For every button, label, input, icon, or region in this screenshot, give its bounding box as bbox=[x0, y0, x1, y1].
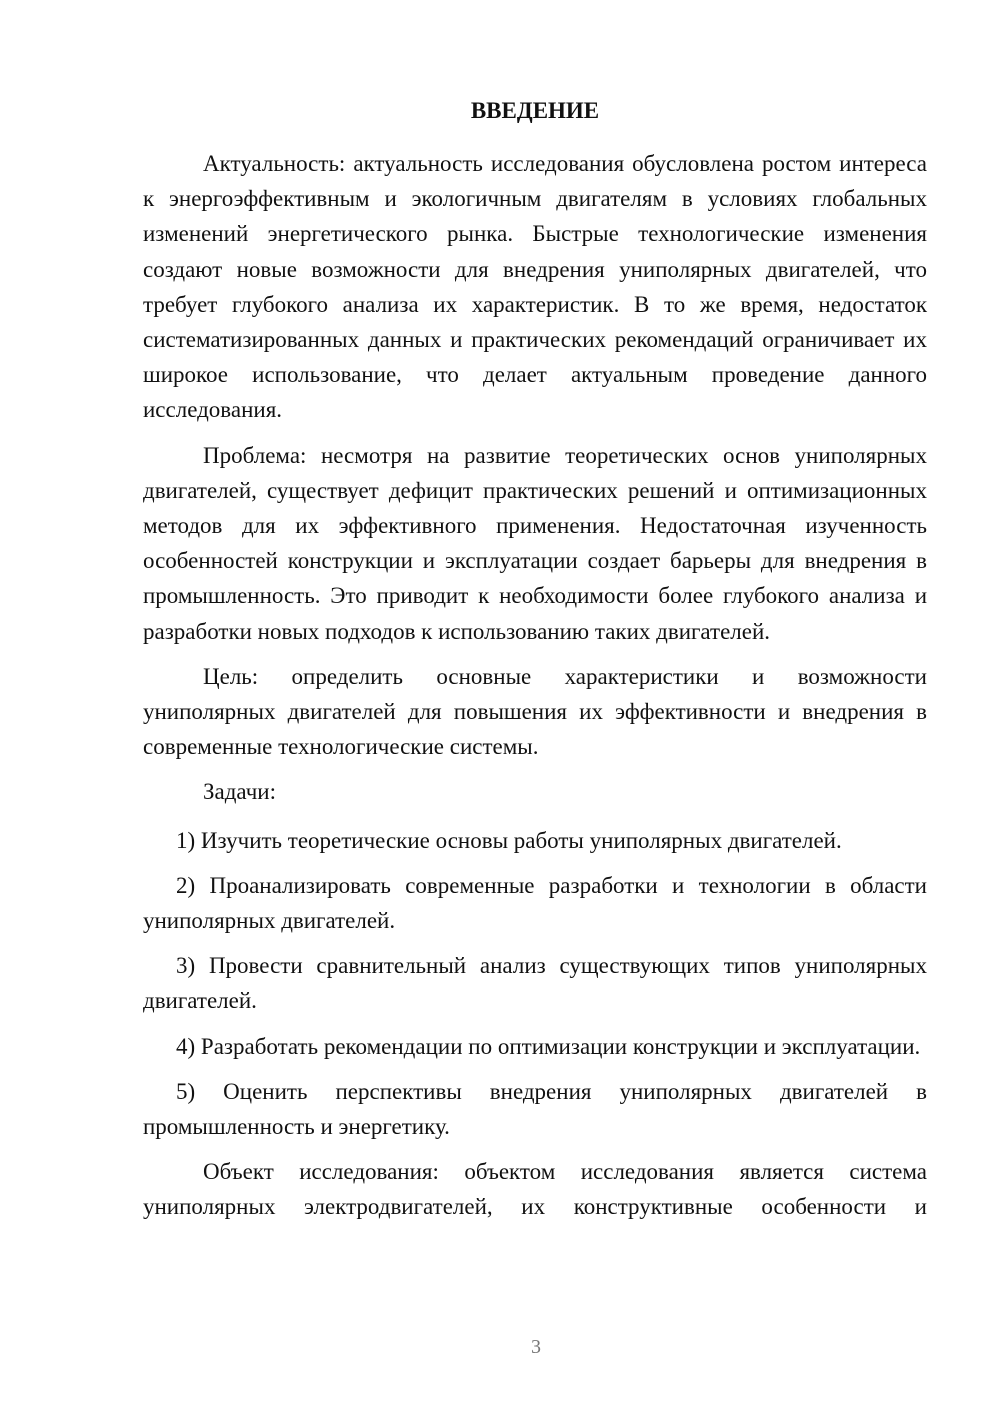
paragraph-problem: Проблема: несмотря на развитие теоретических основ униполярных двигателей, существует дефицит практических решений и оптимизационных методов для их эффективного применения. Недостаточная изученность особенностей конструкции и эксплуатации создает барьеры для внедрения в промышленность. Это приводит к необходимости более глубокого анализа и разработки новых подходов к использованию таких двигателей. bbox=[143, 442, 927, 644]
section-heading: ВВЕДЕНИЕ bbox=[470, 98, 600, 123]
page-content bbox=[143, 96, 927, 1235]
task-item-2: 2) Проанализировать современные разработки и технологии в области униполярных двигателей. bbox=[143, 872, 927, 934]
task-item-4: 4) Разработать рекомендации по оптимизации конструкции и эксплуатации. bbox=[176, 1033, 921, 1059]
paragraph-goal: Цель: определить основные характеристики и возможности униполярных двигателей для повышения их эффективности и внедрения в современные технологические системы. bbox=[143, 663, 927, 760]
task-item-1: 1) Изучить теоретические основы работы униполярных двигателей. bbox=[176, 827, 842, 853]
paragraph-relevance: Актуальность: актуальность исследования обусловлена ростом интереса к энергоэффективным и экологичным двигателям в условиях глобальных изменений энергетического рынка. Быстрые технологические изменения создают новые возможности для внедрения униполярных двигателей, что требует глубокого анализа их характеристик. В то же время, недостаток систематизированных данных и практических рекомендаций ограничивает их широкое использование, что делает актуальным проведение данного исследования. bbox=[143, 151, 927, 423]
page-number: 3 bbox=[531, 1336, 541, 1358]
paragraph-object: Объект исследования: объектом исследования является система униполярных электродвигателей, их конструктивные особенности и bbox=[143, 1159, 927, 1220]
tasks-heading: Задачи: bbox=[203, 779, 276, 805]
task-item-5: 5) Оценить перспективы внедрения униполярных двигателей в промышленность и энергетику. bbox=[143, 1078, 927, 1140]
task-item-3: 3) Провести сравнительный анализ существующих типов униполярных двигателей. bbox=[143, 953, 927, 1014]
